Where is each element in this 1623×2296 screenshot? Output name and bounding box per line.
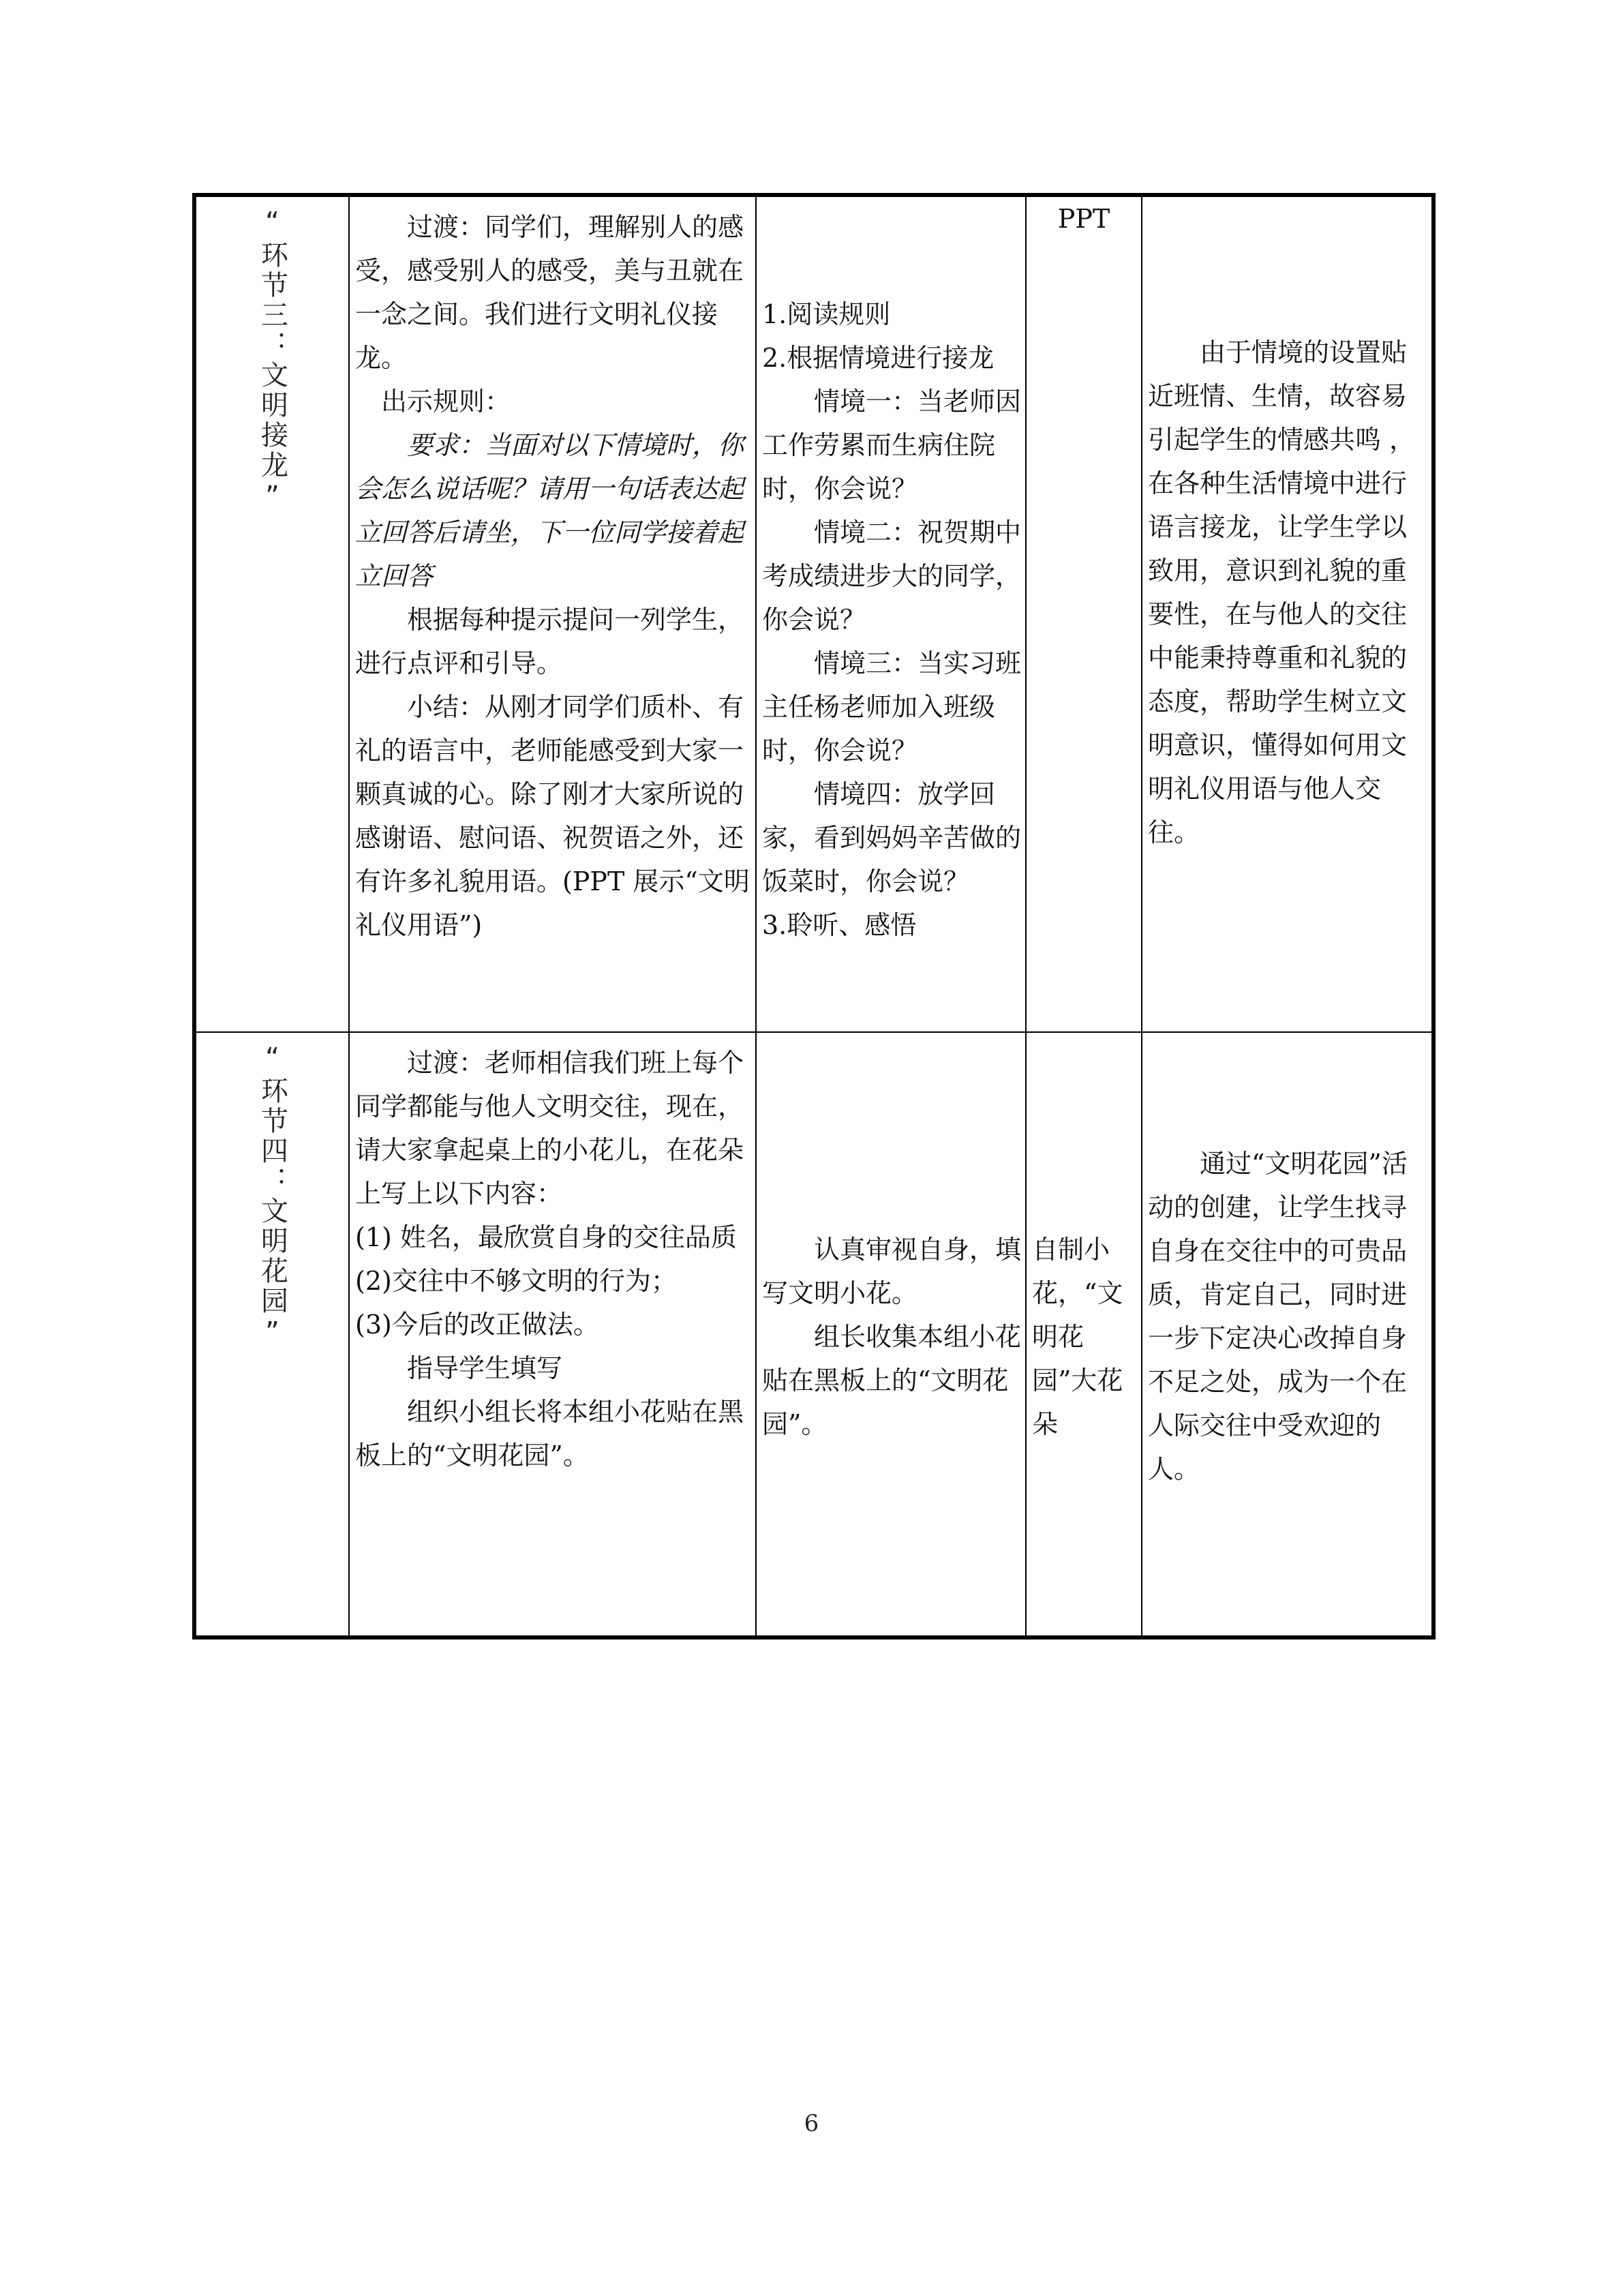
teacher-text: 出示规则： — [381, 387, 511, 417]
teacher-text: 过渡：同学们，理解别人的感受，感受别人的感受，美与丑就在一念之间。我们进行文明礼仪接龙。 — [355, 212, 744, 373]
scenario-text: 情境三：当实习班主任杨老师加入班级时，你会说？ — [762, 648, 1022, 766]
summary-text: 小结：从刚才同学们质朴、有礼的语言中，老师能感受到大家一颗真诚的心。除了刚才大家所说的感谢语、慰问语、祝贺语之外，还有许多礼貌用语。(PPT 展示“文明礼仪用语”) — [355, 692, 750, 940]
student-text: 3.聆听、感悟 — [762, 910, 917, 940]
media-text: PPT — [1057, 204, 1110, 234]
scenario-text: 情境二：祝贺期中考成绩进步大的同学，你会说？ — [762, 517, 1022, 635]
design-intent-cell — [1142, 1032, 1434, 1637]
stage-title: “环节四：文明花园” — [256, 1042, 288, 1350]
scenario-text: 情境一：当老师因工作劳累而生病住院时，你会说？ — [762, 387, 1022, 504]
stage-cell — [194, 195, 349, 1032]
teacher-text: (3)今后的改正做法。 — [355, 1310, 599, 1340]
lesson-plan-table — [192, 193, 1436, 1640]
rules-text: 要求：当面对以下情境时，你会怎么说话呢？请用一句话表达起立回答后请坐，下一位同学接着起立回答 — [355, 430, 744, 591]
table-row — [194, 195, 1434, 1032]
media-cell — [1026, 195, 1142, 1032]
student-text: 2.根据情境进行接龙 — [762, 343, 995, 373]
teacher-text: (2)交往中不够文明的行为； — [355, 1266, 677, 1296]
design-intent-cell — [1142, 195, 1434, 1032]
intent-text: 通过“文明花园”活动的创建，让学生找寻自身在交往中的可贵品质，肯定自己，同时进一步下定决心改掉自身不足之处，成为一个在人际交往中受欢迎的人。 — [1148, 1149, 1408, 1484]
teacher-text: (1) 姓名，最欣赏自身的交往品质 — [355, 1222, 737, 1252]
student-text: 认真审视自身，填写文明小花。 — [762, 1235, 1022, 1308]
table-row — [194, 1032, 1434, 1637]
teacher-activity-cell — [349, 1032, 756, 1637]
student-text: 组长收集本组小花贴在黑板上的“文明花园”。 — [762, 1322, 1022, 1439]
media-cell — [1026, 1032, 1142, 1637]
teacher-text: 过渡：老师相信我们班上每个同学都能与他人文明交往，现在，请大家拿起桌上的小花儿，在花朵上写上以下内容： — [355, 1048, 744, 1209]
teacher-activity-cell — [349, 195, 756, 1032]
scenario-text: 情境四：放学回家，看到妈妈辛苦做的饭菜时，你会说？ — [762, 779, 1022, 896]
student-activity-cell — [756, 195, 1026, 1032]
student-activity-cell — [756, 1032, 1026, 1637]
page-number: 6 — [804, 2110, 819, 2137]
stage-cell — [194, 1032, 349, 1637]
media-text: 自制小花，“文明花园”大花朵 — [1032, 1235, 1123, 1439]
stage-title: “环节三：文明接龙” — [256, 207, 288, 515]
teacher-text: 组织小组长将本组小花贴在黑板上的“文明花园”。 — [355, 1397, 744, 1470]
student-text: 1.阅读规则 — [762, 299, 891, 329]
teacher-text: 根据每种提示提问一列学生，进行点评和引导。 — [355, 605, 744, 678]
intent-text: 由于情境的设置贴近班情、生情，故容易引起学生的情感共鸣 ，在各种生活情境中进行语言接龙，让学生学以致用，意识到礼貌的重要性，在与他人的交往中能秉持尊重和礼貌的态度，帮助学生树立文明意识，懂得如何用文明礼仪用语与他人交往。 — [1148, 337, 1416, 847]
teacher-text: 指导学生填写 — [407, 1353, 563, 1383]
